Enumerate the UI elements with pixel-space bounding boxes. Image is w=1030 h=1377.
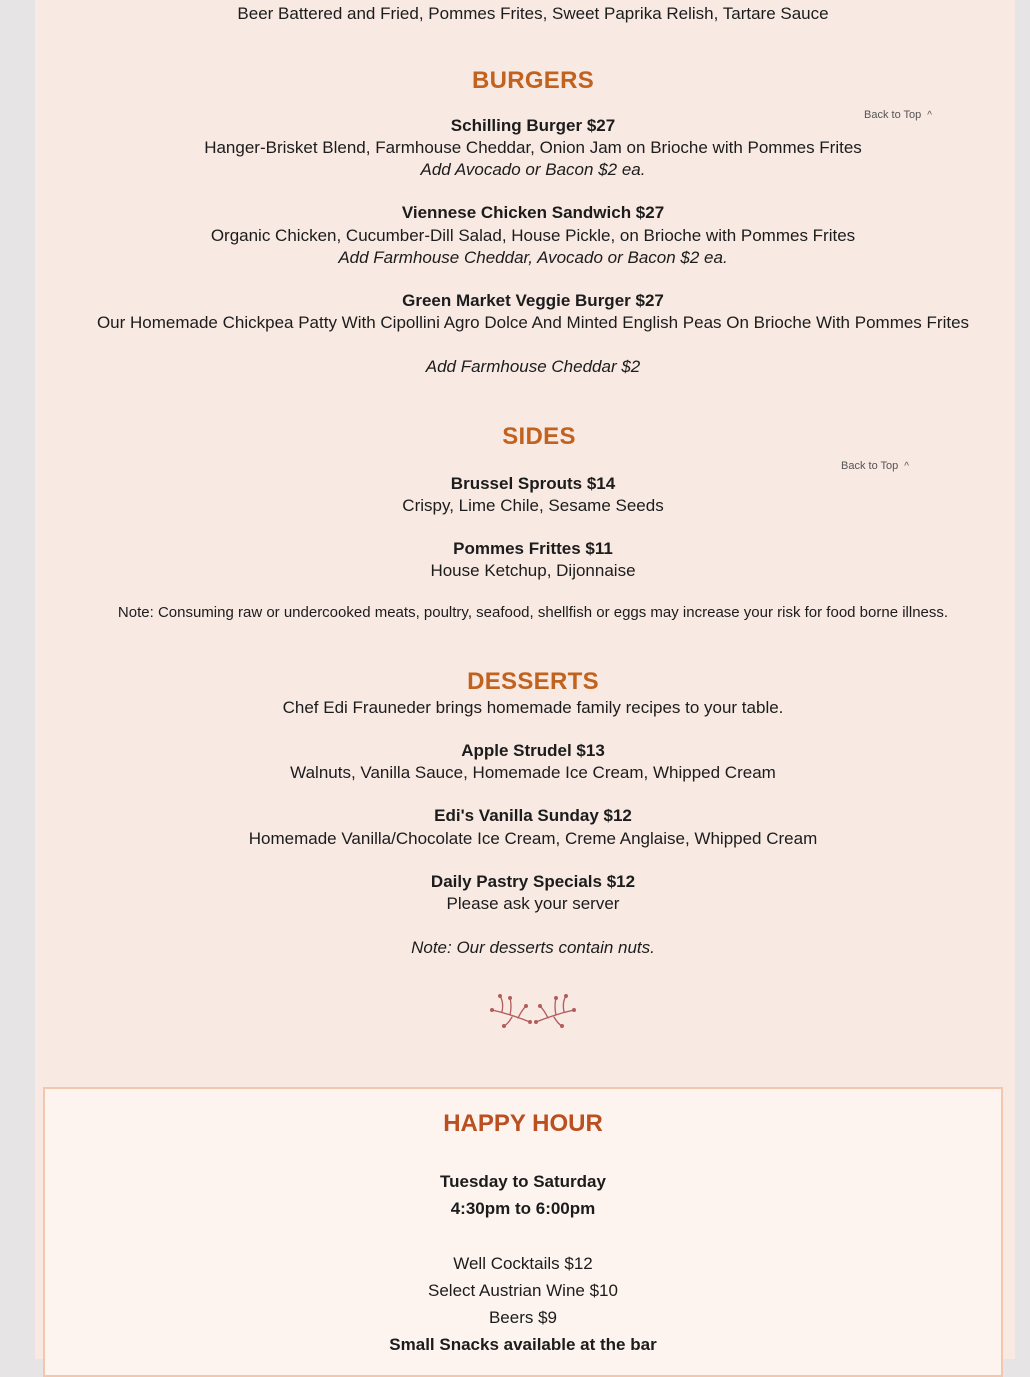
happy-hour-offer: Beers $9: [488, 1308, 558, 1327]
menu-item-addon: Add Farmhouse Cheddar, Avocado or Bacon $2 ea.: [338, 248, 728, 267]
menu-item-description: Please ask your server: [446, 894, 620, 913]
happy-hour-heading: HAPPY HOUR: [443, 1110, 603, 1137]
fish-item-description: Beer Battered and Fried, Pommes Frites, Sweet Paprika Relish, Tartare Sauce: [237, 4, 829, 23]
happy-hour-offer: Well Cocktails $12: [453, 1254, 593, 1273]
sides-heading: SIDES: [502, 423, 576, 450]
menu-item-description: Crispy, Lime Chile, Sesame Seeds: [402, 496, 664, 515]
menu-item-description: Walnuts, Vanilla Sauce, Homemade Ice Cream, Whipped Cream: [290, 763, 776, 782]
menu-item-name: Edi's Vanilla Sunday $12: [434, 806, 632, 825]
menu-item-addon: Add Avocado or Bacon $2 ea.: [420, 160, 646, 179]
menu-item-name: Green Market Veggie Burger $27: [402, 291, 664, 310]
menu-item-description: Homemade Vanilla/Chocolate Ice Cream, Creme Anglaise, Whipped Cream: [248, 829, 818, 848]
menu-item-name: Schilling Burger $27: [450, 116, 616, 135]
desserts-heading: DESSERTS: [467, 668, 599, 695]
berry-branch-ornament-icon: [488, 992, 578, 1028]
happy-hour-snacks: Small Snacks available at the bar: [389, 1335, 657, 1354]
desserts-nut-note: Note: Our desserts contain nuts.: [411, 938, 655, 957]
chevron-up-icon: ^: [904, 461, 909, 472]
chevron-up-icon: ^: [927, 110, 932, 121]
menu-item-description: House Ketchup, Dijonnaise: [430, 561, 636, 580]
menu-item-name: Daily Pastry Specials $12: [430, 872, 636, 891]
back-to-top-label: Back to Top: [841, 460, 899, 472]
menu-item-description: Our Homemade Chickpea Patty With Cipollini Agro Dolce And Minted English Peas On Brioche With Pommes Frites: [96, 313, 970, 332]
menu-item-name: Viennese Chicken Sandwich $27: [401, 203, 665, 222]
menu-item-description: Organic Chicken, Cucumber-Dill Salad, House Pickle, on Brioche with Pommes Frites: [210, 226, 856, 245]
back-to-top-link[interactable]: [841, 460, 909, 472]
menu-item-name: Brussel Sprouts $14: [450, 474, 616, 493]
happy-hour-days: Tuesday to Saturday: [440, 1172, 606, 1191]
back-to-top-label: Back to Top: [864, 109, 922, 121]
food-safety-note: Note: Consuming raw or undercooked meats, poultry, seafood, shellfish or eggs may increase your risk for food borne illness.: [117, 604, 949, 621]
happy-hour-hours: 4:30pm to 6:00pm: [450, 1199, 596, 1218]
menu-item-description: Hanger-Brisket Blend, Farmhouse Cheddar, Onion Jam on Brioche with Pommes Frites: [204, 138, 862, 157]
menu-item-name: Pommes Frittes $11: [453, 539, 613, 558]
menu-item-name: Apple Strudel $13: [461, 741, 605, 760]
menu-item-addon: Add Farmhouse Cheddar $2: [425, 357, 641, 376]
burgers-heading: BURGERS: [471, 67, 595, 94]
desserts-intro: Chef Edi Frauneder brings homemade family recipes to your table.: [282, 698, 784, 717]
happy-hour-offer: Select Austrian Wine $10: [428, 1281, 618, 1300]
